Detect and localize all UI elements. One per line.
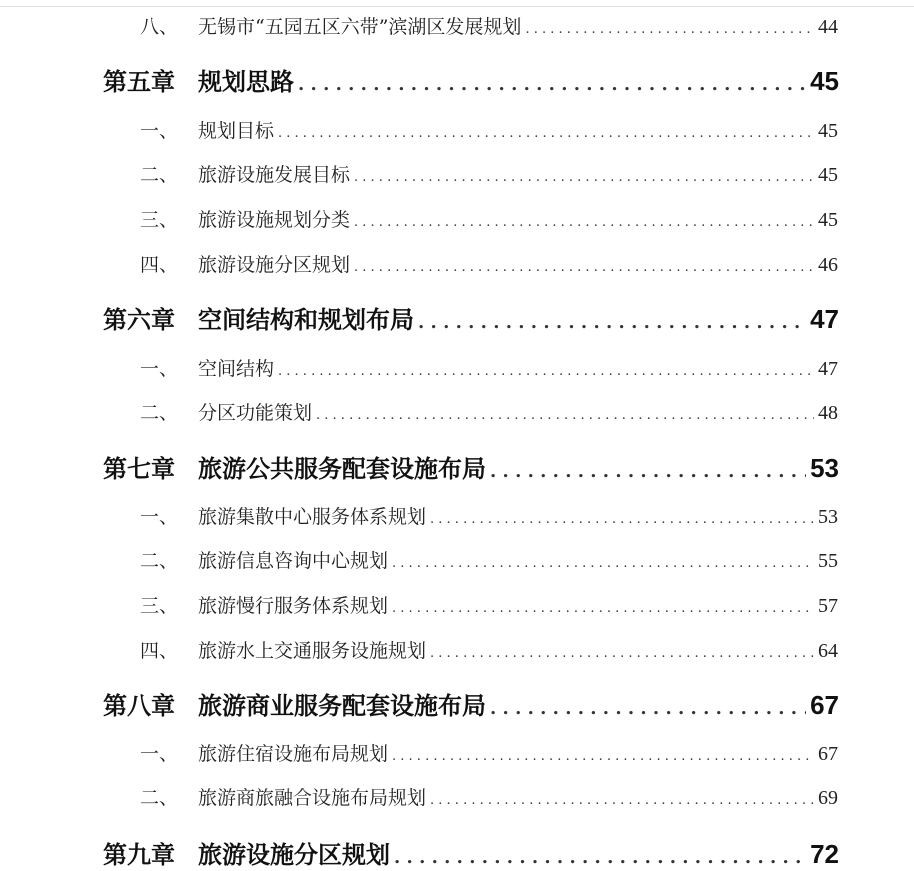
page-top-border [0, 6, 914, 7]
section-number: 三、 [140, 209, 179, 231]
toc-section-entry[interactable] [140, 160, 838, 187]
toc-chapter-entry[interactable] [103, 62, 839, 97]
section-number: 四、 [140, 254, 179, 276]
section-title: 空间结构 [198, 358, 275, 380]
toc-section-entry[interactable] [140, 502, 838, 529]
page-number: 57 [818, 595, 838, 617]
chapter-number: 第八章 [103, 691, 175, 720]
toc-section-entry[interactable] [140, 354, 838, 381]
section-number: 二、 [140, 787, 179, 809]
dot-leader [298, 74, 806, 95]
page-number: 53 [818, 506, 838, 528]
page-number: 48 [818, 402, 838, 424]
section-number: 一、 [140, 506, 179, 528]
toc-chapter-entry[interactable] [103, 300, 839, 335]
toc-section-entry[interactable] [140, 783, 838, 810]
toc-section-entry[interactable] [140, 739, 838, 766]
toc-chapter-entry[interactable] [103, 686, 839, 721]
toc-section-entry[interactable] [140, 205, 838, 232]
dot-leader [354, 260, 814, 275]
page-number: 45 [810, 66, 839, 96]
dot-leader [392, 556, 814, 571]
section-title: 旅游住宿设施布局规划 [198, 743, 389, 765]
toc-section-entry[interactable] [140, 591, 838, 618]
section-number: 一、 [140, 743, 179, 765]
dot-leader [490, 698, 806, 719]
section-title: 旅游设施分区规划 [198, 254, 351, 276]
page-number: 53 [810, 453, 839, 483]
dot-leader [354, 215, 814, 230]
page-number: 47 [818, 358, 838, 380]
chapter-number: 第九章 [103, 840, 175, 869]
dot-leader [418, 312, 806, 333]
page-number: 45 [818, 164, 838, 186]
chapter-title: 旅游商业服务配套设施布局 [198, 691, 486, 720]
section-title: 无锡市“五园五区六带”滨湖区发展规划 [198, 16, 522, 38]
section-title: 旅游慢行服务体系规划 [198, 595, 389, 617]
chapter-number: 第七章 [103, 454, 175, 483]
page-number: 44 [818, 16, 838, 38]
dot-leader [430, 512, 814, 527]
section-number: 二、 [140, 402, 179, 424]
dot-leader [278, 126, 814, 141]
page-number: 46 [818, 254, 838, 276]
dot-leader [430, 793, 814, 808]
dot-leader [392, 749, 814, 764]
page-number: 45 [818, 209, 838, 231]
section-title: 旅游商旅融合设施布局规划 [198, 787, 427, 809]
dot-leader [354, 170, 814, 185]
section-title: 规划目标 [198, 120, 275, 142]
page-number: 67 [810, 690, 839, 720]
section-title: 旅游设施规划分类 [198, 209, 351, 231]
section-number: 一、 [140, 120, 179, 142]
dot-leader [490, 461, 806, 482]
page-number: 67 [818, 743, 838, 765]
dot-leader [525, 22, 814, 37]
toc-section-entry[interactable] [140, 116, 838, 143]
toc-section-entry[interactable] [140, 250, 838, 277]
toc-section-entry[interactable] [140, 12, 838, 39]
page-number: 45 [818, 120, 838, 142]
toc-chapter-entry[interactable] [103, 449, 839, 484]
section-title: 旅游信息咨询中心规划 [198, 550, 389, 572]
page-number: 47 [810, 304, 839, 334]
section-number: 八、 [140, 16, 179, 38]
toc-section-entry[interactable] [140, 398, 838, 425]
toc-section-entry[interactable] [140, 546, 838, 573]
toc-chapter-entry[interactable] [103, 835, 839, 870]
chapter-title: 旅游公共服务配套设施布局 [198, 454, 486, 483]
section-title: 旅游集散中心服务体系规划 [198, 506, 427, 528]
section-title: 旅游水上交通服务设施规划 [198, 640, 427, 662]
toc-section-entry[interactable] [140, 636, 838, 663]
dot-leader [430, 646, 814, 661]
section-title: 分区功能策划 [198, 402, 313, 424]
dot-leader [316, 408, 814, 423]
section-number: 二、 [140, 164, 179, 186]
section-number: 四、 [140, 640, 179, 662]
chapter-number: 第六章 [103, 305, 175, 334]
dot-leader [278, 364, 814, 379]
chapter-number: 第五章 [103, 67, 175, 96]
chapter-title: 空间结构和规划布局 [198, 305, 414, 334]
page-number: 69 [818, 787, 838, 809]
section-number: 一、 [140, 358, 179, 380]
page-number: 72 [810, 839, 839, 869]
chapter-title: 规划思路 [198, 67, 294, 96]
chapter-title: 旅游设施分区规划 [198, 840, 390, 869]
dot-leader [394, 847, 806, 868]
dot-leader [392, 601, 814, 616]
page-number: 55 [818, 550, 838, 572]
page-number: 64 [818, 640, 838, 662]
section-number: 二、 [140, 550, 179, 572]
section-number: 三、 [140, 595, 179, 617]
section-title: 旅游设施发展目标 [198, 164, 351, 186]
